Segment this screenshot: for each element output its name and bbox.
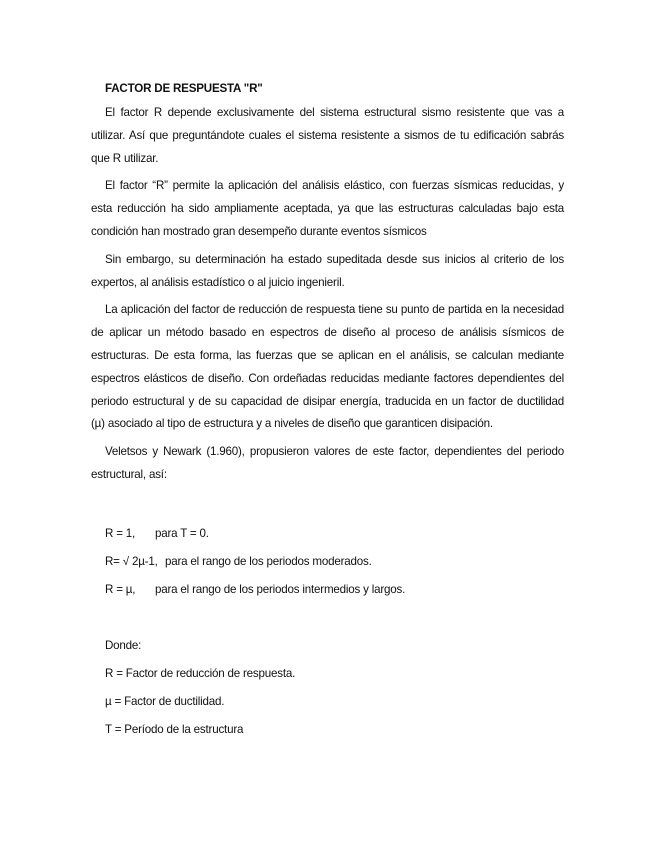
formula-row <box>105 521 564 549</box>
definition-item: T = Período de la estructura <box>105 723 244 737</box>
definition-item: R = Factor de reducción de respuesta. <box>105 667 296 681</box>
paragraph-5: Veletsos y Newark (1.960), propusieron valores de este factor, dependientes del periodo estructural, así: <box>91 445 564 481</box>
paragraph-2: El factor “R” permite la aplicación del análisis elástico, con fuerzas sísmicas reducidas, y esta reducción ha sido ampliamente aceptada, ya que las estructuras calculadas bajo esta condición han mostrado gran desempeño durante eventos sísmicos <box>91 179 564 238</box>
formula-list <box>91 521 564 605</box>
definitions-title: Donde: <box>105 639 142 653</box>
definition-item: µ = Factor de ductilidad. <box>105 695 225 709</box>
document-title: FACTOR DE RESPUESTA "R" <box>105 82 263 95</box>
formula-expression: R = µ, <box>105 583 136 597</box>
formula-condition: para el rango de los periodos intermedios y largos. <box>155 583 406 597</box>
formula-expression: R= √ 2µ-1, <box>105 555 158 569</box>
formula-condition: para el rango de los periodos moderados. <box>165 555 372 569</box>
document-page <box>91 80 564 745</box>
definitions-section <box>91 633 564 745</box>
formula-condition: para T = 0. <box>155 527 209 541</box>
formula-row <box>105 577 564 605</box>
formula-expression: R = 1, <box>105 527 136 541</box>
formula-row <box>105 549 564 577</box>
paragraph-4: La aplicación del factor de reducción de respuesta tiene su punto de partida en la necesidad de aplicar un método basado en espectros de diseño al proceso de análisis sísmicos de estructuras. De esta forma, las fuerzas que se aplican en el análisis, se calculan mediante espectros elásticos de diseño. Con ordeñadas reducidas mediante factores dependientes del periodo estructural y de su capacidad de disipar energía, traducida en un factor de ductilidad (µ) asociado al tipo de estructura y a niveles de diseño que garanticen disipación. <box>91 303 564 431</box>
paragraph-1: El factor R depende exclusivamente del sistema estructural sismo resistente que vas a utilizar. Así que preguntándote cuales el sistema resistente a sismos de tu edificación sabrás que R utilizar. <box>91 106 564 165</box>
paragraph-3: Sin embargo, su determinación ha estado supeditada desde sus inicios al criterio de los expertos, al análisis estadístico o al juicio ingenieril. <box>91 252 564 289</box>
